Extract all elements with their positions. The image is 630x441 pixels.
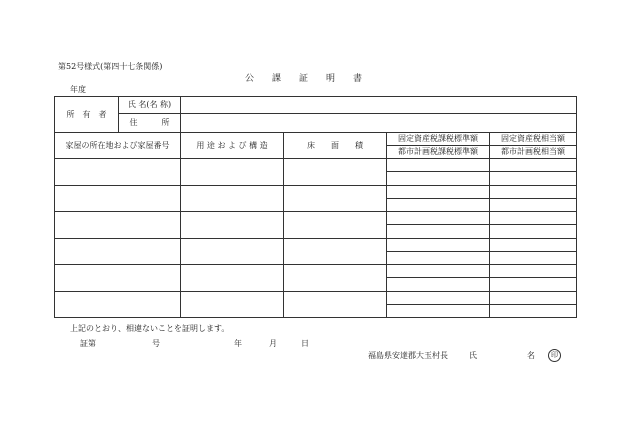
cell-city-planning-tax-base[interactable]	[387, 305, 489, 317]
cell-fixed-asset-tax-amount[interactable]	[490, 239, 576, 251]
number-label: 号	[152, 339, 160, 348]
cell-floor-area[interactable]	[284, 186, 386, 212]
cell-use-structure[interactable]	[181, 212, 283, 238]
cell-fixed-asset-tax-base[interactable]	[387, 186, 489, 198]
cell-floor-area[interactable]	[284, 292, 386, 318]
cell-city-planning-tax-amount[interactable]	[490, 305, 576, 317]
issuer-name: 福島県安達郡大玉村長	[368, 351, 448, 360]
cell-fixed-asset-tax-amount[interactable]	[490, 212, 576, 224]
cell-use-structure[interactable]	[181, 239, 283, 265]
cell-fixed-asset-tax-base[interactable]	[387, 292, 489, 304]
cell-floor-area[interactable]	[284, 159, 386, 185]
owner-name-field[interactable]	[181, 97, 576, 113]
cell-floor-area[interactable]	[284, 212, 386, 238]
seal-icon: 印	[548, 349, 561, 362]
header-use-structure: 用 途 お よ び 構 造	[196, 140, 268, 150]
cell-city-planning-tax-base[interactable]	[387, 252, 489, 264]
cell-fixed-asset-tax-base[interactable]	[387, 265, 489, 277]
owner-header: 所 有 者	[66, 109, 107, 119]
form-number: 第52号様式(第四十七条関係)	[58, 62, 163, 71]
cell-fixed-asset-tax-base[interactable]	[387, 239, 489, 251]
owner-address-field[interactable]	[181, 114, 576, 132]
cell-city-planning-tax-amount[interactable]	[490, 252, 576, 264]
cell-city-planning-tax-base[interactable]	[387, 278, 489, 290]
cell-use-structure[interactable]	[181, 159, 283, 185]
cell-use-structure[interactable]	[181, 265, 283, 291]
day-label: 日	[301, 339, 309, 348]
cell-location[interactable]	[55, 212, 180, 238]
cell-fixed-asset-tax-amount[interactable]	[490, 292, 576, 304]
header-fixed-asset-tax-amount: 固定資産税相当額	[501, 134, 565, 143]
owner-address-label: 住 所	[129, 118, 170, 127]
header-floor-area: 床 面 積	[307, 140, 363, 150]
form-title: 公 課 証 明 書	[245, 74, 363, 84]
owner-name-label: 氏 名(名 称)	[127, 100, 172, 109]
cell-location[interactable]	[55, 239, 180, 265]
cell-location[interactable]	[55, 265, 180, 291]
cell-city-planning-tax-amount[interactable]	[490, 172, 576, 184]
cell-fixed-asset-tax-amount[interactable]	[490, 159, 576, 171]
header-location: 家屋の所在地および家屋番号	[65, 140, 170, 150]
certification-text: 上記のとおり、相違ないことを証明します。	[70, 324, 230, 333]
header-city-planning-tax-amount: 都市計画税相当額	[501, 147, 565, 156]
cell-use-structure[interactable]	[181, 186, 283, 212]
header-fixed-asset-tax-base: 固定資産税課税標準額	[398, 134, 478, 143]
cell-city-planning-tax-base[interactable]	[387, 225, 489, 237]
cell-fixed-asset-tax-base[interactable]	[387, 212, 489, 224]
cell-fixed-asset-tax-base[interactable]	[387, 159, 489, 171]
cell-location[interactable]	[55, 159, 180, 185]
cell-city-planning-tax-base[interactable]	[387, 172, 489, 184]
cell-fixed-asset-tax-amount[interactable]	[490, 265, 576, 277]
cell-location[interactable]	[55, 292, 180, 318]
cert-label: 証第	[80, 339, 96, 348]
cell-city-planning-tax-amount[interactable]	[490, 199, 576, 211]
year-label: 年	[234, 339, 242, 348]
cell-location[interactable]	[55, 186, 180, 212]
header-city-planning-tax-base: 都市計画税課税標準額	[398, 147, 478, 156]
cell-use-structure[interactable]	[181, 292, 283, 318]
cell-floor-area[interactable]	[284, 239, 386, 265]
fiscal-year-label: 年度	[70, 85, 86, 94]
month-label: 月	[269, 339, 277, 348]
cell-city-planning-tax-base[interactable]	[387, 199, 489, 211]
cell-fixed-asset-tax-amount[interactable]	[490, 186, 576, 198]
cell-city-planning-tax-amount[interactable]	[490, 278, 576, 290]
name-prefix: 氏	[469, 351, 477, 360]
cell-floor-area[interactable]	[284, 265, 386, 291]
cell-city-planning-tax-amount[interactable]	[490, 225, 576, 237]
name-suffix: 名	[527, 351, 535, 360]
